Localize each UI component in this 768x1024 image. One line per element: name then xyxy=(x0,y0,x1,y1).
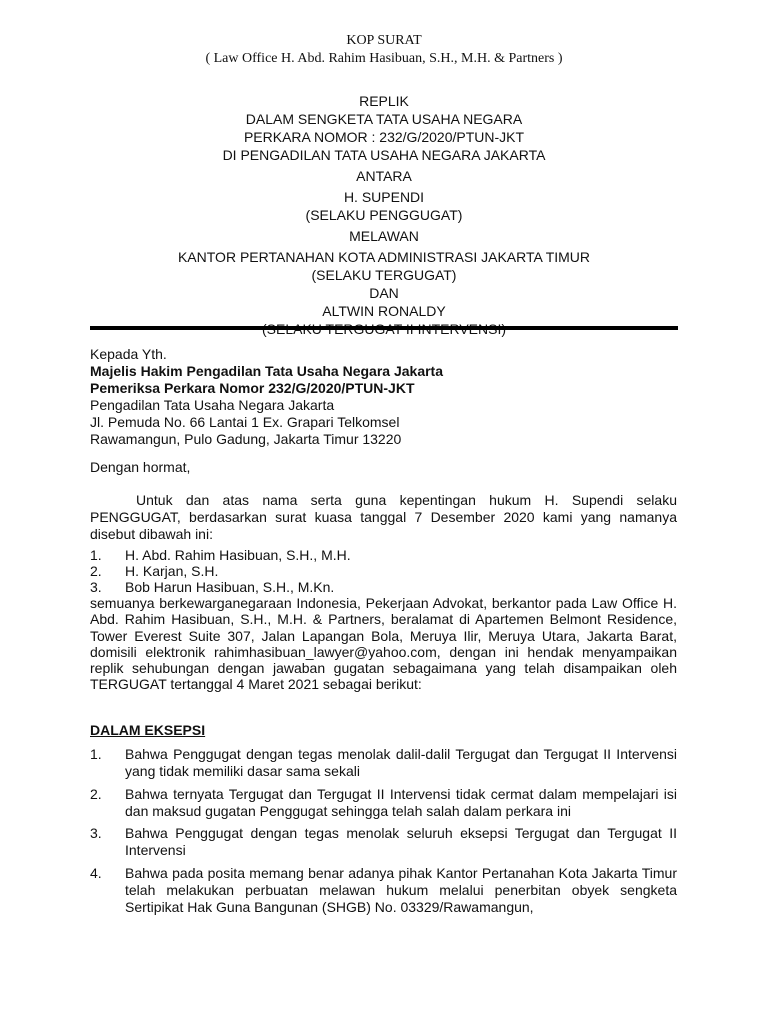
list-item-text: Bahwa ternyata Tergugat dan Tergugat II Intervensi tidak cermat dalam mempelajari isi dan maksud gugatan Penggugat sehingga telah salah dalam perkara ini xyxy=(125,786,677,819)
recipient-block xyxy=(90,346,443,448)
heading-case-number: PERKARA NOMOR : 232/G/2020/PTUN-JKT xyxy=(243,129,525,145)
heading-versus: MELAWAN xyxy=(349,228,419,244)
counsel-name: H. Abd. Rahim Hasibuan, S.H., M.H. xyxy=(125,547,351,563)
list-number: 3. xyxy=(90,825,102,841)
recipient-case: Pemeriksa Perkara Nomor 232/G/2020/PTUN-JKT xyxy=(90,380,415,396)
recipient-judges: Majelis Hakim Pengadilan Tata Usaha Negara Jakarta xyxy=(90,363,444,379)
heading-defendant: KANTOR PERTANAHAN KOTA ADMINISTRASI JAKARTA TIMUR xyxy=(177,249,591,265)
letterhead-title: KOP SURAT xyxy=(346,33,422,48)
list-item xyxy=(90,786,677,820)
section-title-eksepsi: DALAM EKSEPSI xyxy=(90,722,206,738)
list-number: 1. xyxy=(90,746,102,762)
heading-defendant-role: (SELAKU TERGUGAT) xyxy=(311,267,457,283)
list-item xyxy=(90,825,677,859)
counsel-paragraph: semuanya berkewarganegaraan Indonesia, Pekerjaan Advokat, berkantor pada Law Office H. Abd. Rahim Hasibuan, S.H., M.H. & Partners, beralamat di Apartemen Belmont Residence, Tower Everest Suite 307, Jalan Lapangan Bola, Meruya Ilir, Meruya Utara, Jakarta Barat, domisili elektronik rahimhasibuan_lawyer@yahoo.com, dengan ini hendak menyampaikan replik sehubungan dengan jawaban gugatan sebagaimana yang telah disampaikan oleh TERGUGAT tertanggal 4 Maret 2021 sebagai berikut: xyxy=(90,595,677,693)
eksepsi-list xyxy=(90,746,677,916)
heading-dispute: DALAM SENGKETA TATA USAHA NEGARA xyxy=(245,111,523,127)
heading-replik: REPLIK xyxy=(359,93,409,109)
recipient-city: Rawamangun, Pulo Gadung, Jakarta Timur 13220 xyxy=(90,431,402,447)
recipient-salutation: Kepada Yth. xyxy=(90,346,167,362)
list-item-text: Bahwa Penggugat dengan tegas menolak dalil-dalil Tergugat dan Tergugat II Intervensi yang tidak memiliki dasar sama sekali xyxy=(125,746,677,779)
heading-and: DAN xyxy=(369,285,399,301)
recipient-court: Pengadilan Tata Usaha Negara Jakarta xyxy=(90,397,335,413)
recipient-street: Jl. Pemuda No. 66 Lantai 1 Ex. Grapari Telkomsel xyxy=(90,414,400,430)
list-number: 4. xyxy=(90,865,102,881)
list-number: 1. xyxy=(90,547,102,563)
heading-intervenor: ALTWIN RONALDY xyxy=(322,303,446,319)
heading-plaintiff: H. SUPENDI xyxy=(343,189,425,205)
case-heading xyxy=(0,92,768,338)
list-item-text: Bahwa Penggugat dengan tegas menolak seluruh eksepsi Tergugat dan Tergugat II Intervensi xyxy=(125,825,677,858)
heading-plaintiff-role: (SELAKU PENGGUGAT) xyxy=(305,207,463,223)
intro-paragraph: Untuk dan atas nama serta guna kepentingan hukum H. Supendi selaku PENGGUGAT, berdasarkan surat kuasa tanggal 7 Desember 2020 kami yang namanya disebut dibawah ini: xyxy=(90,492,677,542)
list-number: 2. xyxy=(90,786,102,802)
heading-between: ANTARA xyxy=(356,168,412,184)
counsel-name: H. Karjan, S.H. xyxy=(125,563,219,579)
letterhead-subtitle: ( Law Office H. Abd. Rahim Hasibuan, S.H., M.H. & Partners ) xyxy=(205,51,563,66)
counsel-name: Bob Harun Hasibuan, S.H., M.Kn. xyxy=(125,579,335,595)
list-item-text: Bahwa pada posita memang benar adanya pihak Kantor Pertanahan Kota Jakarta Timur telah melakukan perbuatan melawan hukum melalui penerbitan obyek sengketa Sertipikat Hak Guna Bangunan (SHGB) No. 03329/Rawamangun, xyxy=(125,865,677,915)
list-item xyxy=(90,865,677,916)
list-number: 2. xyxy=(90,563,102,579)
header-divider xyxy=(90,326,678,330)
list-number: 3. xyxy=(90,579,102,595)
heading-court: DI PENGADILAN TATA USAHA NEGARA JAKARTA xyxy=(222,147,546,163)
list-item xyxy=(90,746,677,780)
greeting: Dengan hormat, xyxy=(90,459,191,475)
